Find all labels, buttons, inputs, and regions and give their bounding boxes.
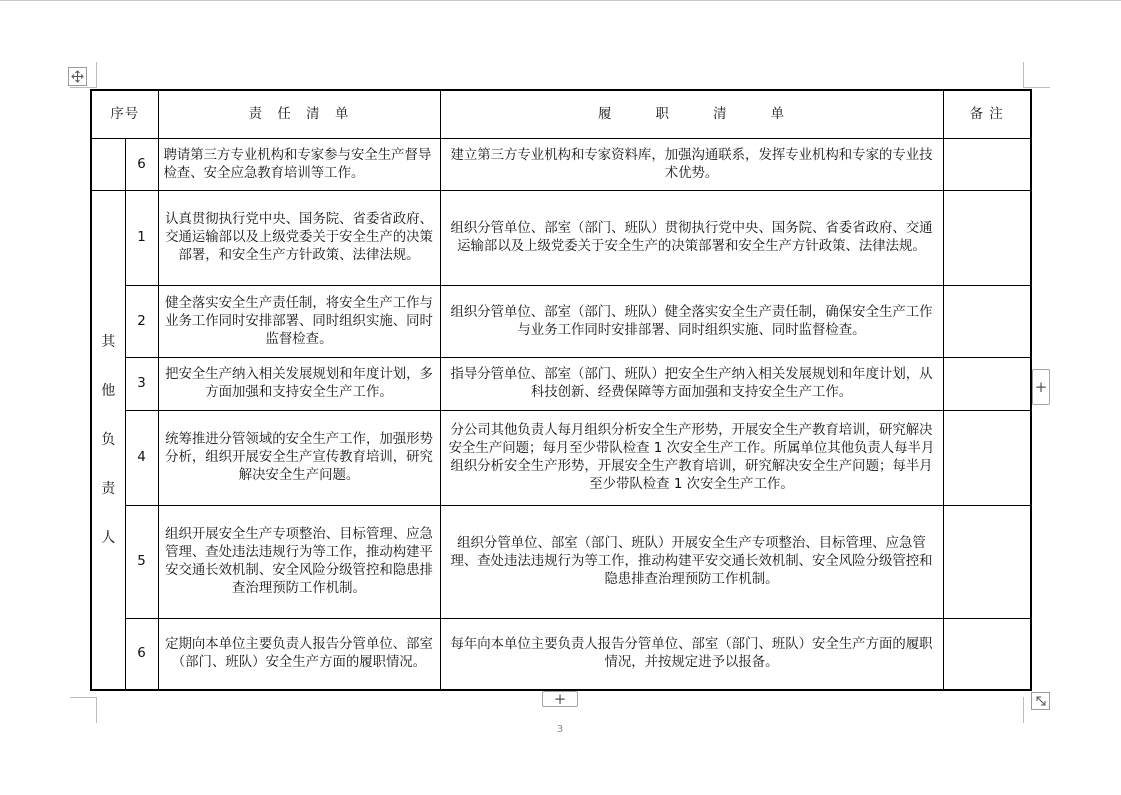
responsibility-cell[interactable]: 把安全生产纳入相关发展规划和年度计划，多方面加强和支持安全生产工作。 [158, 358, 440, 411]
crop-mark-bottom-left [96, 697, 97, 723]
note-cell[interactable] [943, 619, 1031, 690]
group-label-char: 他 [101, 382, 116, 399]
duty-cell[interactable]: 建立第三方专业机构和专家资料库，加强沟通联系，发挥专业机构和专家的专业技术优势。 [440, 139, 943, 191]
group-label-char: 人 [101, 529, 116, 546]
duty-cell[interactable]: 指导分管单位、部室（部门、班队）把安全生产纳入相关发展规划和年度计划，从科技创新、经费保障等方面加强和支持安全生产工作。 [440, 358, 943, 411]
row-number: 5 [125, 506, 158, 619]
duty-cell[interactable]: 每年向本单位主要负责人报告分管单位、部室（部门、班队）安全生产方面的履职情况，并按规定进予以报备。 [440, 619, 943, 690]
row-number: 6 [125, 619, 158, 690]
table-row [91, 191, 1031, 286]
note-cell[interactable] [943, 358, 1031, 411]
duty-cell[interactable]: 组织分管单位、部室（部门、班队）贯彻执行党中央、国务院、省委省政府、交通运输部以及上级党委关于安全生产的决策部署和安全生产方针政策、法律法规。 [440, 191, 943, 286]
header-duty: 履 职 清 单 [440, 90, 943, 139]
header-note: 备 注 [943, 90, 1031, 139]
note-cell[interactable] [943, 139, 1031, 191]
table-row [91, 619, 1031, 690]
header-responsibility: 责 任 清 单 [158, 90, 440, 139]
row-number: 2 [125, 286, 158, 358]
row-number: 4 [125, 411, 158, 506]
duty-cell[interactable]: 组织分管单位、部室（部门、班队）健全落实安全生产责任制，确保安全生产工作与业务工作同时安排部署、同时组织实施、同时监督检查。 [440, 286, 943, 358]
group-label-char: 其 [101, 333, 116, 350]
crop-mark-top-right [1023, 62, 1024, 88]
responsibility-cell[interactable]: 组织开展安全生产专项整治、目标管理、应急管理、查处违法违规行为等工作，推动构建平安交通长效机制、安全风险分级管控和隐患排查治理预防工作机制。 [158, 506, 440, 619]
table-row [91, 358, 1031, 411]
row-number: 1 [125, 191, 158, 286]
table-resize-handle[interactable] [1031, 692, 1050, 710]
group-label-char: 负 [101, 431, 116, 448]
add-column-button[interactable]: + [1032, 369, 1050, 405]
responsibility-cell[interactable]: 定期向本单位主要负责人报告分管单位、部室（部门、班队）安全生产方面的履职情况。 [158, 619, 440, 690]
page-number: 3 [556, 724, 564, 735]
header-seq: 序号 [91, 90, 158, 139]
note-cell[interactable] [943, 286, 1031, 358]
crop-mark-top-left-h [70, 87, 96, 88]
responsibility-cell[interactable]: 健全落实安全生产责任制，将安全生产工作与业务工作同时安排部署、同时组织实施、同时监督检查。 [158, 286, 440, 358]
note-cell[interactable] [943, 506, 1031, 619]
row-number: 6 [125, 139, 158, 191]
responsibility-cell[interactable]: 认真贯彻执行党中央、国务院、省委省政府、交通运输部以及上级党委关于安全生产的决策部署，和安全生产方针政策、法律法规。 [158, 191, 440, 286]
responsibility-cell[interactable]: 聘请第三方专业机构和专家参与安全生产督导检查、安全应急教育培训等工作。 [158, 139, 440, 191]
responsibility-table [90, 89, 1032, 691]
group-cell-prev [91, 139, 125, 191]
table-row [91, 506, 1031, 619]
crop-mark-top-right-h [1024, 87, 1050, 88]
row-number: 3 [125, 358, 158, 411]
resize-icon [1035, 695, 1047, 707]
group-label-cell [91, 191, 125, 690]
group-label-char: 责 [101, 480, 116, 497]
table-row [91, 139, 1031, 191]
move-icon [71, 70, 84, 83]
table-row [91, 286, 1031, 358]
note-cell[interactable] [943, 191, 1031, 286]
crop-mark-bottom-right [1023, 697, 1024, 723]
note-cell[interactable] [943, 411, 1031, 506]
duty-cell[interactable]: 分公司其他负责人每月组织分析安全生产形势，开展安全生产教育培训，研究解决安全生产问题；每月至少带队检查 1 次安全生产工作。所属单位其他负责人每半月组织分析安全生产形势，开展安全生产教育培训，研究解决安全生产问题；每半月至少带队检查 1 次安全生产工作。 [440, 411, 943, 506]
page-top-border [0, 0, 1121, 1]
table-row [91, 411, 1031, 506]
crop-mark-bottom-left-h [70, 697, 96, 698]
responsibility-cell[interactable]: 统筹推进分管领域的安全生产工作，加强形势分析，组织开展安全生产宣传教育培训，研究解决安全生产问题。 [158, 411, 440, 506]
duty-cell[interactable]: 组织分管单位、部室（部门、班队）开展安全生产专项整治、目标管理、应急管理、查处违法违规行为等工作，推动构建平安交通长效机制、安全风险分级管控和隐患排查治理预防工作机制。 [440, 506, 943, 619]
crop-mark-top-left [96, 62, 97, 88]
table-header-row [91, 90, 1031, 139]
table-move-handle[interactable] [68, 67, 87, 86]
add-row-button[interactable]: + [542, 691, 578, 707]
